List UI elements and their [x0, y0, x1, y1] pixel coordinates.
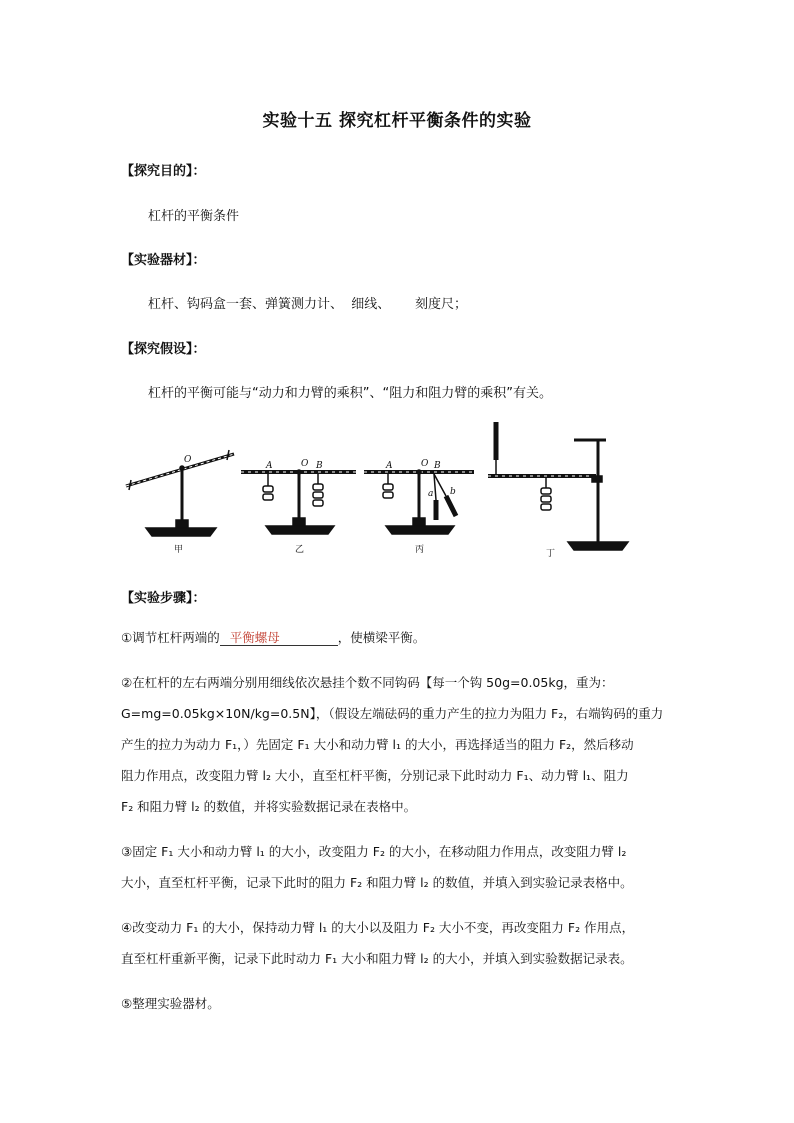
step-2-line-1: ②在杠杆的左右两端分别用细线依次悬挂个数不同钩码【每一个钩 50g=0.05kg，重为：: [121, 675, 614, 690]
step-2-line-5: F₂ 和阻力臂 l₂ 的数值，并将实验数据记录在表格中。: [121, 799, 417, 814]
lever-setup-bing: [364, 470, 474, 534]
page-title: 实验十五 探究杠杆平衡条件的实验: [262, 111, 532, 131]
label-b-yi: B: [316, 461, 323, 471]
step-1-answer: 平衡螺母: [220, 630, 338, 646]
label-b-bing: B: [434, 461, 441, 471]
caption-jia: 甲: [174, 545, 184, 555]
step-2-line-3: 产生的拉力为动力 F₁，）先固定 F₁ 大小和动力臂 l₁ 的大小，再选择适当的阻力 F₂，然后移动: [121, 737, 634, 752]
label-b-small: b: [450, 487, 456, 497]
purpose-heading: 【探究目的】：: [121, 164, 206, 179]
caption-ding: 丁: [546, 549, 556, 559]
step-2-line-2: G=mg=0.05kg×10N/kg=0.5N】，（假设左端砝码的重力产生的拉力为阻力 F₂，右端钩码的重力: [121, 706, 664, 721]
step-4: [121, 912, 681, 974]
step-2-line-4: 阻力作用点，改变阻力臂 l₂ 大小，直至杠杆平衡，分别记录下此时动力 F₁、动力臂 l₁、阻力: [121, 768, 629, 783]
label-o-jia: O: [184, 455, 192, 465]
step-1-pre: ①调节杠杆两端的: [121, 630, 220, 645]
caption-bing: 丙: [415, 545, 425, 555]
equipment-text: 杠杆、钩码盒一套、弹簧测力计、 细线、 刻度尺；: [148, 297, 468, 312]
step-4-line-1: ④改变动力 F₁ 的大小，保持动力臂 l₁ 的大小以及阻力 F₂ 大小不变，再改变阻力 F₂ 作用点，: [121, 920, 635, 935]
label-o-yi: O: [301, 459, 309, 469]
equipment-heading: 【实验器材】：: [121, 253, 206, 268]
step-2: [121, 667, 681, 822]
lever-setup-ding: [488, 422, 628, 550]
label-a-yi: A: [266, 461, 273, 471]
lever-setup-yi: [241, 470, 356, 534]
hypothesis-heading: 【探究假设】：: [121, 342, 206, 357]
step-3: [121, 836, 681, 898]
label-a-small: a: [428, 489, 434, 499]
lever-figure: [116, 420, 636, 570]
caption-yi: 乙: [295, 545, 305, 555]
purpose-text: 杠杆的平衡条件: [148, 209, 240, 224]
label-o-bing: O: [421, 459, 429, 469]
lever-setup-jia: [126, 450, 234, 536]
step-3-line-1: ③固定 F₁ 大小和动力臂 l₁ 的大小，改变阻力 F₂ 的大小，在移动阻力作用点，改变阻力臂 l₂: [121, 844, 627, 859]
step-4-line-2: 直至杠杆重新平衡，记录下此时动力 F₁ 大小和阻力臂 l₂ 的大小，并填入到实验数据记录表。: [121, 951, 633, 966]
step-3-line-2: 大小，直至杠杆平衡，记录下此时的阻力 F₂ 和阻力臂 l₂ 的数值，并填入到实验记录表格中。: [121, 875, 633, 890]
step-1: [121, 622, 681, 653]
step-1-post: ，使横梁平衡。: [337, 630, 426, 645]
hypothesis-text: 杠杆的平衡可能与“动力和力臂的乘积”、“阻力和阻力臂的乘积”有关。: [148, 386, 552, 401]
label-a-bing: A: [386, 461, 393, 471]
step-5: ⑤整理实验器材。: [121, 996, 220, 1011]
steps-heading: 【实验步骤】：: [121, 591, 206, 606]
